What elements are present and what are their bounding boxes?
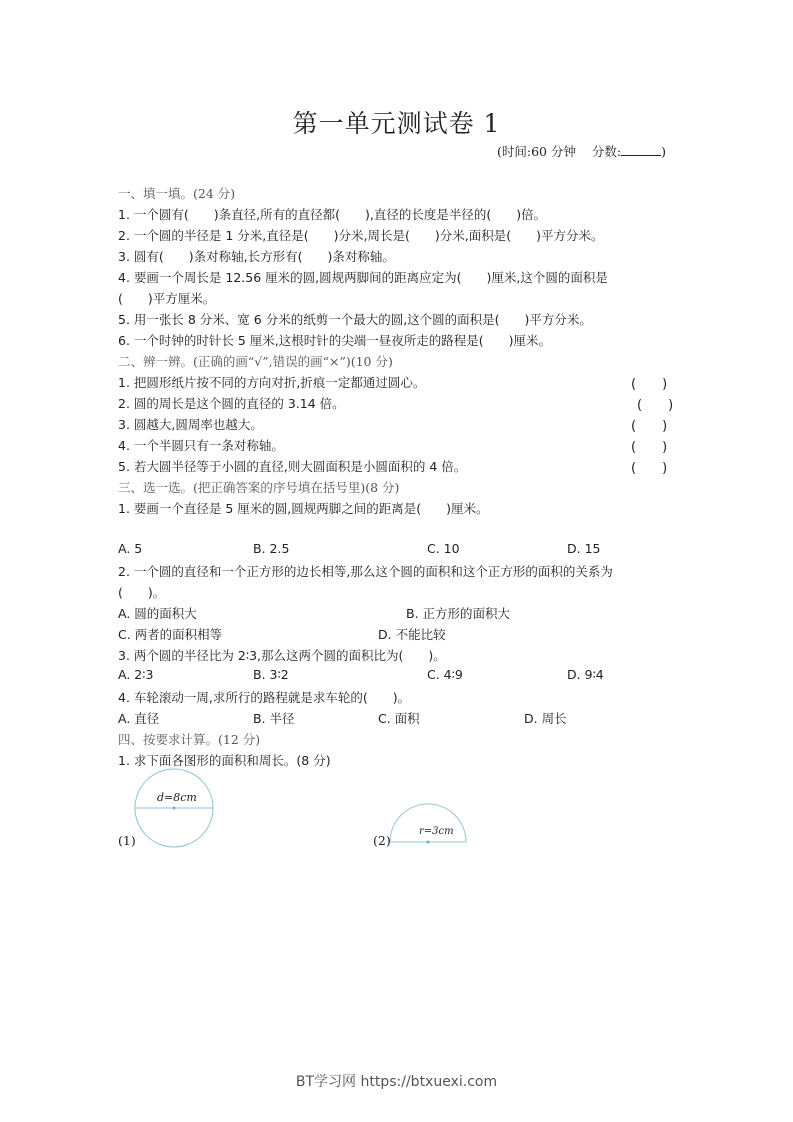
choice-q1-option-b[interactable]: B. 2.5 [253, 541, 290, 556]
section2-heading: 二、辨一辨。(正确的画“√”,错误的画“×”)(10 分) [118, 354, 393, 369]
section3-heading: 三、选一选。(把正确答案的序号填在括号里)(8 分) [118, 480, 400, 495]
choice-q2-stem: 2. 一个圆的直径和一个正方形的边长相等,那么这个圆的面积和这个正方形的面积的关系为 [118, 564, 613, 579]
fill-item-5: 5. 用一张长 8 分米、宽 6 分米的纸剪一个最大的圆,这个圆的面积是( )平方分米。 [118, 312, 592, 327]
fill-item-4: 4. 要画一个周长是 12.56 厘米的圆,圆规两脚间的距离应定为( )厘米,这个圆的面积是 [118, 270, 608, 285]
page-title: 第一单元测试卷 1 [292, 109, 501, 138]
judge-answer-5[interactable]: ( ) [631, 461, 668, 476]
judge-item-4: 4. 一个半圆只有一条对称轴。 [118, 438, 284, 453]
choice-q2-option-b[interactable]: B. 正方形的面积大 [406, 606, 511, 621]
judge-answer-2[interactable]: ( ) [637, 398, 674, 413]
choice-q2-option-c[interactable]: C. 两者的面积相等 [118, 627, 223, 642]
meta-close: ) [661, 144, 666, 159]
figure-2-label: (2) [373, 833, 391, 848]
choice-q4-option-b[interactable]: B. 半径 [253, 711, 295, 726]
choice-q2-option-a[interactable]: A. 圆的面积大 [118, 606, 197, 621]
choice-q1-option-c[interactable]: C. 10 [427, 541, 460, 556]
choice-q2-stem-cont: ( )。 [118, 585, 166, 600]
footer-watermark: BT学习网 https://btxuexi.com [295, 1074, 498, 1090]
fill-item-1: 1. 一个圆有( )条直径,所有的直径都( ),直径的长度是半径的( )倍。 [118, 207, 547, 222]
fill-item-2: 2. 一个圆的半径是 1 分米,直径是( )分米,周长是( )分米,面积是( )平方分米。 [118, 228, 604, 243]
section4-heading: 四、按要求计算。(12 分) [118, 732, 261, 747]
choice-q3-option-b[interactable]: B. 3∶2 [253, 667, 289, 682]
judge-answer-4[interactable]: ( ) [631, 440, 668, 455]
choice-q2-option-d[interactable]: D. 不能比较 [378, 627, 446, 642]
choice-q4-option-a[interactable]: A. 直径 [118, 711, 160, 726]
time-label: (时间:60 分钟 [497, 144, 576, 159]
choice-q3-option-a[interactable]: A. 2∶3 [118, 667, 154, 682]
score-label: 分数: [591, 144, 622, 159]
fill-item-3: 3. 圆有( )条对称轴,长方形有( )条对称轴。 [118, 249, 395, 264]
score-blank[interactable] [621, 143, 661, 156]
calc-q1: 1. 求下面各图形的面积和周长。(8 分) [118, 753, 331, 768]
judge-item-5: 5. 若大圆半径等于小圆的直径,则大圆面积是小圆面积的 4 倍。 [118, 459, 467, 474]
choice-q1-option-a[interactable]: A. 5 [118, 541, 143, 556]
choice-q1-option-d[interactable]: D. 15 [567, 541, 601, 556]
judge-answer-3[interactable]: ( ) [631, 419, 668, 434]
choice-q1-stem: 1. 要画一个直径是 5 厘米的圆,圆规两脚之间的距离是( )厘米。 [118, 501, 489, 516]
semicircle-figure [388, 800, 468, 844]
exam-meta [497, 142, 666, 160]
choice-q3-option-c[interactable]: C. 4∶9 [427, 667, 463, 682]
judge-item-1: 1. 把圆形纸片按不同的方向对折,折痕一定都通过圆心。 [118, 375, 426, 390]
choice-q4-option-d[interactable]: D. 周长 [524, 711, 567, 726]
figure-1-label: (1) [118, 833, 136, 848]
circle-diameter-annotation: d=8cm [157, 791, 197, 804]
judge-answer-1[interactable]: ( ) [631, 377, 668, 392]
judge-item-3: 3. 圆越大,圆周率也越大。 [118, 417, 263, 432]
fill-item-4-cont: ( )平方厘米。 [118, 291, 216, 306]
fill-item-6: 6. 一个时钟的时针长 5 厘米,这根时针的尖端一昼夜所走的路程是( )厘米。 [118, 333, 552, 348]
choice-q3-stem: 3. 两个圆的半径比为 2∶3,那么这两个圆的面积比为( )。 [118, 648, 446, 663]
choice-q4-option-c[interactable]: C. 面积 [378, 711, 420, 726]
circle-figure [133, 767, 215, 849]
choice-q4-stem: 4. 车轮滚动一周,求所行的路程就是求车轮的( )。 [118, 690, 411, 705]
semicircle-radius-annotation: r=3cm [419, 826, 454, 837]
judge-item-2: 2. 圆的周长是这个圆的直径的 3.14 倍。 [118, 396, 345, 411]
section1-heading: 一、填一填。(24 分) [118, 186, 236, 201]
choice-q3-option-d[interactable]: D. 9∶4 [567, 667, 604, 682]
